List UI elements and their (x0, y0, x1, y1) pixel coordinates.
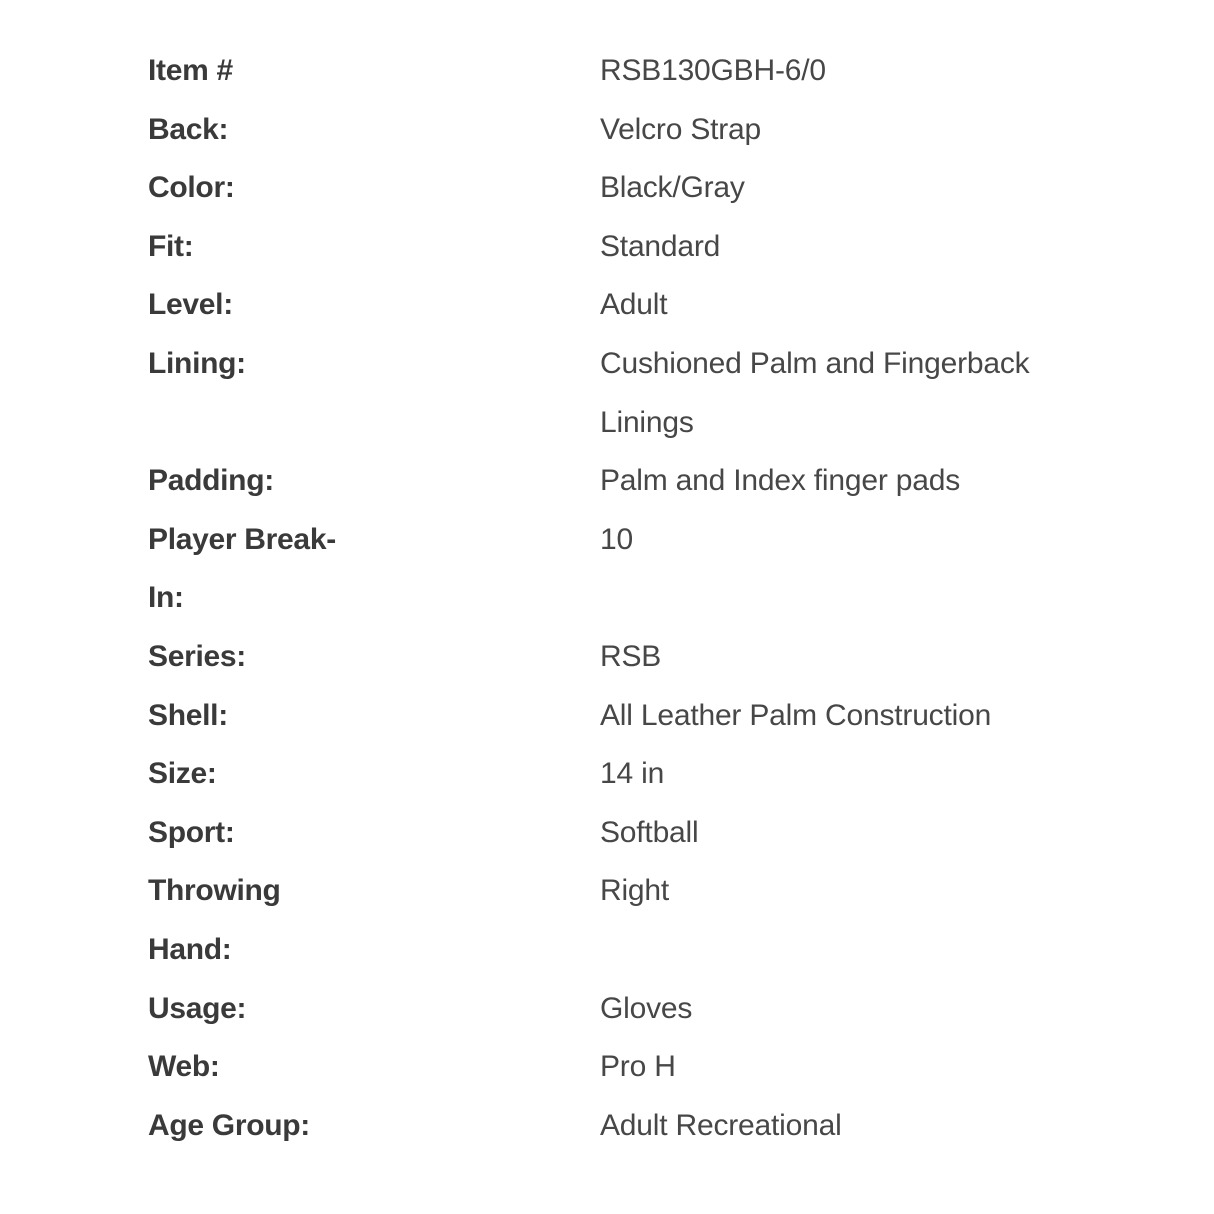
spec-label: Series: (148, 639, 246, 673)
spec-row (148, 159, 1108, 218)
spec-row (148, 1097, 1108, 1156)
product-spec-table (148, 42, 1108, 1155)
spec-row (148, 101, 1108, 160)
spec-value: All Leather Palm Construction (600, 698, 992, 732)
spec-value: Palm and Index finger pads (600, 464, 961, 498)
spec-label: Padding: (148, 464, 274, 498)
spec-label: Lining: (148, 346, 246, 380)
spec-label: Sport: (148, 815, 235, 849)
spec-row (148, 687, 1108, 746)
spec-row (148, 452, 1108, 511)
spec-value: 10 (600, 522, 633, 556)
spec-label: Fit: (148, 229, 194, 263)
spec-label: Back: (148, 112, 229, 146)
spec-label: Size: (148, 757, 217, 791)
spec-row (148, 218, 1108, 277)
spec-row (148, 628, 1108, 687)
spec-row (148, 1038, 1108, 1097)
spec-value: Softball (600, 815, 699, 849)
spec-row (148, 276, 1108, 335)
spec-value: Adult (600, 288, 668, 322)
spec-label: Throwing Hand: (148, 874, 281, 966)
spec-value: Velcro Strap (600, 112, 762, 146)
spec-label: Web: (148, 1050, 220, 1084)
spec-value: 14 in (600, 757, 665, 791)
spec-label: Shell: (148, 698, 228, 732)
spec-value: Standard (600, 229, 721, 263)
spec-value: Pro H (600, 1050, 676, 1084)
spec-value: Cushioned Palm and Fingerback Linings (600, 346, 1030, 439)
spec-row (148, 511, 1108, 628)
spec-label: Item # (148, 54, 233, 87)
spec-row (148, 335, 1108, 452)
spec-row (148, 745, 1108, 804)
spec-label: Age Group: (148, 1108, 310, 1142)
spec-row (148, 862, 1108, 979)
spec-value: RSB (600, 639, 662, 673)
spec-row (148, 980, 1108, 1039)
spec-row (148, 42, 1108, 101)
spec-label: Player Break-In: (148, 522, 336, 615)
spec-label: Usage: (148, 991, 247, 1025)
spec-value: Gloves (600, 991, 693, 1025)
spec-label: Level: (148, 288, 233, 322)
spec-value: RSB130GBH-6/0 (600, 54, 826, 87)
spec-value: Adult Recreational (600, 1108, 842, 1142)
spec-row (148, 804, 1108, 863)
spec-value: Black/Gray (600, 171, 745, 205)
spec-value: Right (600, 874, 670, 908)
spec-label: Color: (148, 171, 235, 205)
